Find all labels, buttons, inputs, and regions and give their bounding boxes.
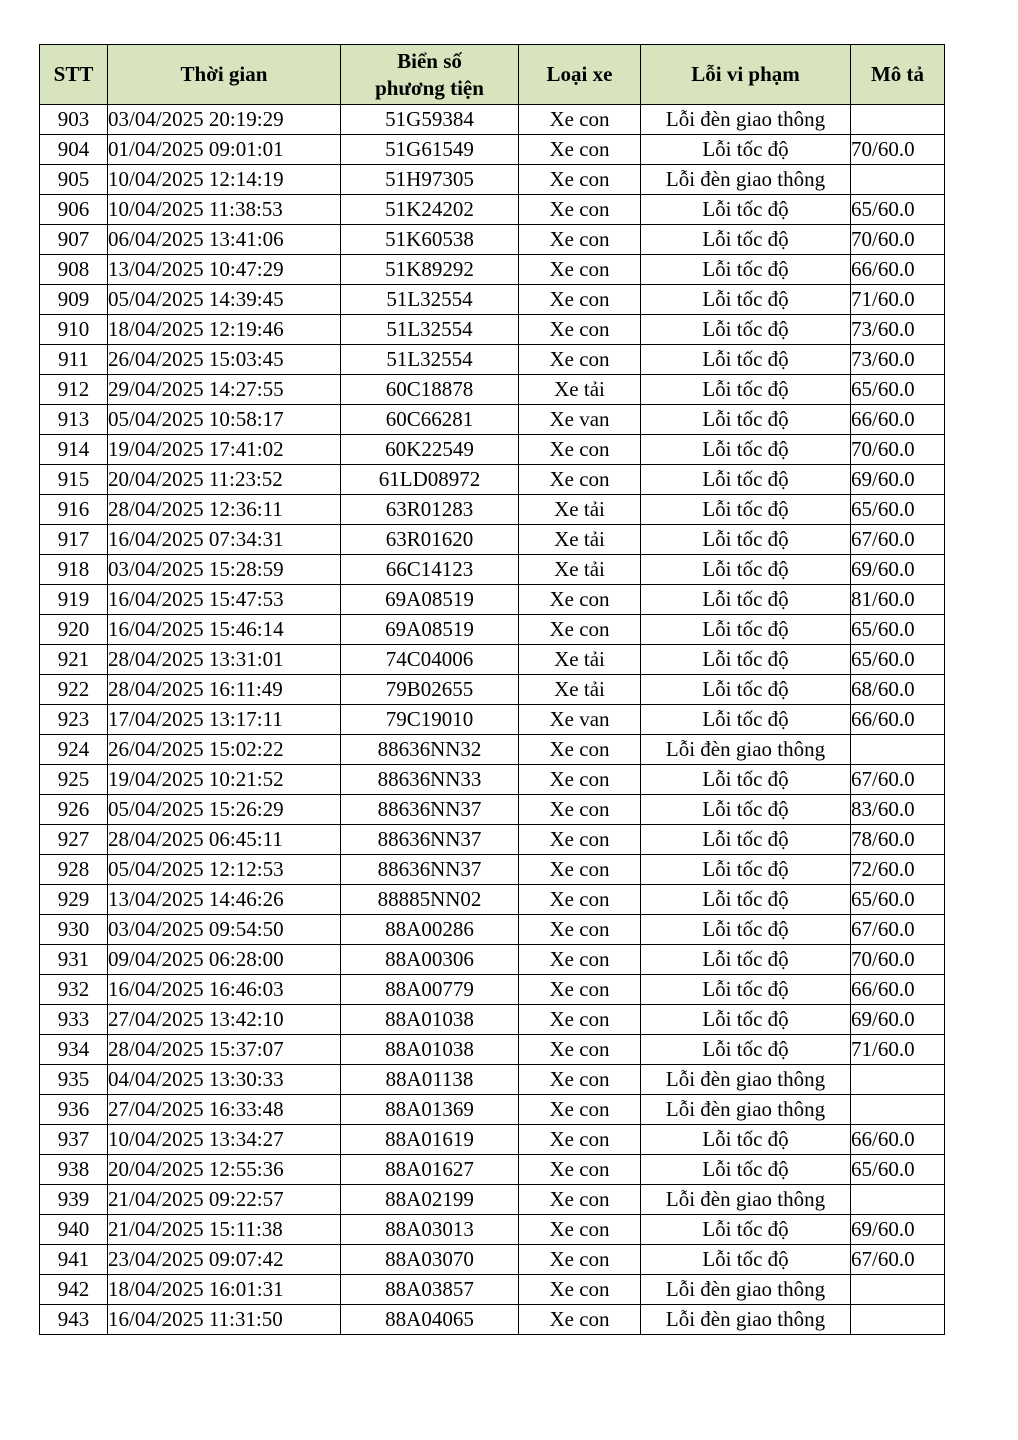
cell-plate: 88A03070 <box>341 1245 519 1275</box>
table-row <box>40 405 945 435</box>
cell-stt: 905 <box>40 165 108 195</box>
cell-description <box>851 1275 945 1305</box>
cell-vehicle-type: Xe con <box>519 1005 641 1035</box>
cell-time: 03/04/2025 20:19:29 <box>108 105 341 135</box>
cell-vehicle-type: Xe con <box>519 465 641 495</box>
cell-description <box>851 1095 945 1125</box>
cell-description: 69/60.0 <box>851 1005 945 1035</box>
cell-description <box>851 1305 945 1335</box>
cell-vehicle-type: Xe con <box>519 765 641 795</box>
table-row <box>40 975 945 1005</box>
table-row <box>40 825 945 855</box>
cell-stt: 909 <box>40 285 108 315</box>
cell-plate: 61LD08972 <box>341 465 519 495</box>
cell-violation: Lỗi tốc độ <box>641 885 851 915</box>
cell-stt: 930 <box>40 915 108 945</box>
cell-vehicle-type: Xe con <box>519 435 641 465</box>
table-row <box>40 435 945 465</box>
cell-time: 28/04/2025 12:36:11 <box>108 495 341 525</box>
cell-plate: 88A01138 <box>341 1065 519 1095</box>
cell-plate: 51K24202 <box>341 195 519 225</box>
cell-violation: Lỗi tốc độ <box>641 255 851 285</box>
cell-violation: Lỗi đèn giao thông <box>641 165 851 195</box>
cell-time: 01/04/2025 09:01:01 <box>108 135 341 165</box>
cell-description: 72/60.0 <box>851 855 945 885</box>
table-row <box>40 585 945 615</box>
cell-vehicle-type: Xe con <box>519 315 641 345</box>
cell-stt: 926 <box>40 795 108 825</box>
table-row <box>40 765 945 795</box>
cell-stt: 913 <box>40 405 108 435</box>
table-row <box>40 375 945 405</box>
cell-vehicle-type: Xe con <box>519 945 641 975</box>
cell-vehicle-type: Xe con <box>519 585 641 615</box>
cell-stt: 935 <box>40 1065 108 1095</box>
cell-description: 65/60.0 <box>851 195 945 225</box>
cell-time: 26/04/2025 15:02:22 <box>108 735 341 765</box>
cell-vehicle-type: Xe con <box>519 165 641 195</box>
cell-description: 65/60.0 <box>851 885 945 915</box>
cell-time: 16/04/2025 15:47:53 <box>108 585 341 615</box>
table-row <box>40 255 945 285</box>
cell-description: 66/60.0 <box>851 975 945 1005</box>
cell-plate: 88A02199 <box>341 1185 519 1215</box>
cell-time: 10/04/2025 12:14:19 <box>108 165 341 195</box>
cell-vehicle-type: Xe con <box>519 1305 641 1335</box>
cell-stt: 942 <box>40 1275 108 1305</box>
cell-stt: 933 <box>40 1005 108 1035</box>
cell-time: 17/04/2025 13:17:11 <box>108 705 341 735</box>
table-row <box>40 285 945 315</box>
cell-description: 70/60.0 <box>851 225 945 255</box>
cell-stt: 923 <box>40 705 108 735</box>
cell-vehicle-type: Xe con <box>519 255 641 285</box>
cell-time: 19/04/2025 10:21:52 <box>108 765 341 795</box>
cell-vehicle-type: Xe con <box>519 885 641 915</box>
cell-vehicle-type: Xe con <box>519 1065 641 1095</box>
cell-description <box>851 105 945 135</box>
cell-description: 73/60.0 <box>851 345 945 375</box>
cell-plate: 88A01627 <box>341 1155 519 1185</box>
cell-plate: 88A00306 <box>341 945 519 975</box>
cell-plate: 51G59384 <box>341 105 519 135</box>
cell-violation: Lỗi tốc độ <box>641 1155 851 1185</box>
cell-vehicle-type: Xe con <box>519 975 641 1005</box>
table-row <box>40 315 945 345</box>
cell-vehicle-type: Xe tải <box>519 645 641 675</box>
table-row <box>40 735 945 765</box>
cell-plate: 69A08519 <box>341 615 519 645</box>
header-plate-line2: phương tiện <box>375 75 484 100</box>
cell-violation: Lỗi tốc độ <box>641 465 851 495</box>
table-row <box>40 1065 945 1095</box>
cell-violation: Lỗi đèn giao thông <box>641 105 851 135</box>
cell-vehicle-type: Xe con <box>519 1245 641 1275</box>
cell-description: 66/60.0 <box>851 705 945 735</box>
cell-violation: Lỗi tốc độ <box>641 345 851 375</box>
cell-stt: 924 <box>40 735 108 765</box>
cell-description <box>851 1065 945 1095</box>
cell-violation: Lỗi tốc độ <box>641 1125 851 1155</box>
cell-stt: 940 <box>40 1215 108 1245</box>
cell-stt: 938 <box>40 1155 108 1185</box>
cell-violation: Lỗi tốc độ <box>641 405 851 435</box>
cell-stt: 920 <box>40 615 108 645</box>
cell-violation: Lỗi đèn giao thông <box>641 1065 851 1095</box>
cell-time: 18/04/2025 12:19:46 <box>108 315 341 345</box>
cell-time: 20/04/2025 11:23:52 <box>108 465 341 495</box>
table-row <box>40 1305 945 1335</box>
cell-stt: 919 <box>40 585 108 615</box>
cell-violation: Lỗi tốc độ <box>641 645 851 675</box>
cell-plate: 51G61549 <box>341 135 519 165</box>
cell-vehicle-type: Xe con <box>519 285 641 315</box>
header-plate <box>341 45 519 105</box>
cell-plate: 88A00779 <box>341 975 519 1005</box>
cell-description: 66/60.0 <box>851 255 945 285</box>
cell-stt: 943 <box>40 1305 108 1335</box>
cell-description: 68/60.0 <box>851 675 945 705</box>
cell-plate: 51H97305 <box>341 165 519 195</box>
cell-plate: 51K60538 <box>341 225 519 255</box>
header-error: Lỗi vi phạm <box>641 45 851 105</box>
cell-time: 05/04/2025 15:26:29 <box>108 795 341 825</box>
cell-stt: 907 <box>40 225 108 255</box>
cell-violation: Lỗi tốc độ <box>641 765 851 795</box>
table-row <box>40 1035 945 1065</box>
cell-stt: 937 <box>40 1125 108 1155</box>
table-row <box>40 195 945 225</box>
cell-stt: 917 <box>40 525 108 555</box>
cell-violation: Lỗi tốc độ <box>641 705 851 735</box>
cell-plate: 63R01283 <box>341 495 519 525</box>
cell-time: 28/04/2025 16:11:49 <box>108 675 341 705</box>
table-row <box>40 1185 945 1215</box>
cell-time: 28/04/2025 13:31:01 <box>108 645 341 675</box>
cell-stt: 931 <box>40 945 108 975</box>
cell-violation: Lỗi tốc độ <box>641 975 851 1005</box>
cell-vehicle-type: Xe con <box>519 1155 641 1185</box>
cell-time: 18/04/2025 16:01:31 <box>108 1275 341 1305</box>
cell-violation: Lỗi tốc độ <box>641 615 851 645</box>
cell-violation: Lỗi tốc độ <box>641 855 851 885</box>
cell-vehicle-type: Xe tải <box>519 375 641 405</box>
cell-time: 13/04/2025 10:47:29 <box>108 255 341 285</box>
cell-plate: 88636NN37 <box>341 825 519 855</box>
cell-description <box>851 735 945 765</box>
cell-violation: Lỗi tốc độ <box>641 585 851 615</box>
cell-vehicle-type: Xe con <box>519 225 641 255</box>
cell-plate: 88A03013 <box>341 1215 519 1245</box>
header-type: Loại xe <box>519 45 641 105</box>
table-row <box>40 1155 945 1185</box>
cell-vehicle-type: Xe tải <box>519 675 641 705</box>
cell-stt: 912 <box>40 375 108 405</box>
header-desc: Mô tả <box>851 45 945 105</box>
cell-description: 71/60.0 <box>851 1035 945 1065</box>
cell-stt: 921 <box>40 645 108 675</box>
cell-description: 70/60.0 <box>851 945 945 975</box>
cell-vehicle-type: Xe tải <box>519 555 641 585</box>
cell-plate: 60K22549 <box>341 435 519 465</box>
cell-description: 69/60.0 <box>851 1215 945 1245</box>
cell-description: 65/60.0 <box>851 615 945 645</box>
cell-time: 16/04/2025 15:46:14 <box>108 615 341 645</box>
cell-time: 28/04/2025 15:37:07 <box>108 1035 341 1065</box>
cell-description: 67/60.0 <box>851 1245 945 1275</box>
cell-time: 21/04/2025 09:22:57 <box>108 1185 341 1215</box>
cell-description: 65/60.0 <box>851 645 945 675</box>
cell-vehicle-type: Xe con <box>519 735 641 765</box>
cell-plate: 88636NN37 <box>341 795 519 825</box>
cell-plate: 88A03857 <box>341 1275 519 1305</box>
cell-description: 66/60.0 <box>851 405 945 435</box>
cell-violation: Lỗi đèn giao thông <box>641 1185 851 1215</box>
cell-stt: 929 <box>40 885 108 915</box>
cell-violation: Lỗi tốc độ <box>641 435 851 465</box>
cell-time: 23/04/2025 09:07:42 <box>108 1245 341 1275</box>
cell-plate: 88885NN02 <box>341 885 519 915</box>
cell-stt: 910 <box>40 315 108 345</box>
cell-plate: 79B02655 <box>341 675 519 705</box>
cell-time: 05/04/2025 14:39:45 <box>108 285 341 315</box>
cell-violation: Lỗi tốc độ <box>641 525 851 555</box>
cell-time: 03/04/2025 09:54:50 <box>108 915 341 945</box>
cell-vehicle-type: Xe con <box>519 135 641 165</box>
cell-plate: 63R01620 <box>341 525 519 555</box>
cell-plate: 51L32554 <box>341 285 519 315</box>
cell-description: 73/60.0 <box>851 315 945 345</box>
cell-description: 69/60.0 <box>851 555 945 585</box>
cell-vehicle-type: Xe van <box>519 705 641 735</box>
cell-vehicle-type: Xe tải <box>519 495 641 525</box>
cell-description <box>851 165 945 195</box>
cell-stt: 906 <box>40 195 108 225</box>
cell-plate: 74C04006 <box>341 645 519 675</box>
cell-time: 10/04/2025 13:34:27 <box>108 1125 341 1155</box>
cell-plate: 60C66281 <box>341 405 519 435</box>
cell-time: 16/04/2025 16:46:03 <box>108 975 341 1005</box>
cell-time: 03/04/2025 15:28:59 <box>108 555 341 585</box>
table-row <box>40 1275 945 1305</box>
cell-stt: 936 <box>40 1095 108 1125</box>
cell-vehicle-type: Xe con <box>519 1125 641 1155</box>
cell-time: 05/04/2025 10:58:17 <box>108 405 341 435</box>
table-row <box>40 945 945 975</box>
cell-violation: Lỗi tốc độ <box>641 1215 851 1245</box>
cell-vehicle-type: Xe con <box>519 825 641 855</box>
cell-time: 05/04/2025 12:12:53 <box>108 855 341 885</box>
cell-time: 27/04/2025 16:33:48 <box>108 1095 341 1125</box>
cell-stt: 916 <box>40 495 108 525</box>
cell-vehicle-type: Xe con <box>519 915 641 945</box>
table-row <box>40 855 945 885</box>
cell-vehicle-type: Xe con <box>519 345 641 375</box>
cell-vehicle-type: Xe tải <box>519 525 641 555</box>
cell-time: 29/04/2025 14:27:55 <box>108 375 341 405</box>
table-row <box>40 1215 945 1245</box>
cell-stt: 925 <box>40 765 108 795</box>
cell-stt: 911 <box>40 345 108 375</box>
violations-table <box>39 44 945 1335</box>
cell-violation: Lỗi tốc độ <box>641 285 851 315</box>
cell-stt: 932 <box>40 975 108 1005</box>
table-header <box>40 45 945 105</box>
cell-violation: Lỗi tốc độ <box>641 315 851 345</box>
table-row <box>40 885 945 915</box>
cell-vehicle-type: Xe con <box>519 615 641 645</box>
cell-stt: 915 <box>40 465 108 495</box>
cell-time: 28/04/2025 06:45:11 <box>108 825 341 855</box>
cell-time: 16/04/2025 07:34:31 <box>108 525 341 555</box>
cell-vehicle-type: Xe con <box>519 105 641 135</box>
cell-description: 81/60.0 <box>851 585 945 615</box>
cell-violation: Lỗi đèn giao thông <box>641 1275 851 1305</box>
cell-stt: 903 <box>40 105 108 135</box>
cell-plate: 88A01619 <box>341 1125 519 1155</box>
cell-description: 66/60.0 <box>851 1125 945 1155</box>
cell-violation: Lỗi tốc độ <box>641 1005 851 1035</box>
table-row <box>40 1125 945 1155</box>
cell-stt: 934 <box>40 1035 108 1065</box>
cell-vehicle-type: Xe con <box>519 1275 641 1305</box>
cell-violation: Lỗi tốc độ <box>641 915 851 945</box>
cell-violation: Lỗi đèn giao thông <box>641 1095 851 1125</box>
cell-stt: 914 <box>40 435 108 465</box>
cell-plate: 79C19010 <box>341 705 519 735</box>
cell-time: 10/04/2025 11:38:53 <box>108 195 341 225</box>
cell-vehicle-type: Xe con <box>519 1095 641 1125</box>
header-stt: STT <box>40 45 108 105</box>
table-row <box>40 525 945 555</box>
cell-stt: 908 <box>40 255 108 285</box>
cell-stt: 918 <box>40 555 108 585</box>
cell-description: 71/60.0 <box>851 285 945 315</box>
cell-violation: Lỗi tốc độ <box>641 495 851 525</box>
table-row <box>40 465 945 495</box>
table-row <box>40 225 945 255</box>
cell-time: 16/04/2025 11:31:50 <box>108 1305 341 1335</box>
cell-violation: Lỗi tốc độ <box>641 795 851 825</box>
cell-plate: 69A08519 <box>341 585 519 615</box>
cell-description: 65/60.0 <box>851 375 945 405</box>
cell-stt: 928 <box>40 855 108 885</box>
cell-time: 09/04/2025 06:28:00 <box>108 945 341 975</box>
table-row <box>40 1095 945 1125</box>
cell-description: 67/60.0 <box>851 525 945 555</box>
table-row <box>40 495 945 525</box>
cell-violation: Lỗi tốc độ <box>641 825 851 855</box>
cell-violation: Lỗi tốc độ <box>641 555 851 585</box>
cell-violation: Lỗi tốc độ <box>641 225 851 255</box>
cell-plate: 51L32554 <box>341 315 519 345</box>
table-row <box>40 165 945 195</box>
cell-violation: Lỗi tốc độ <box>641 945 851 975</box>
cell-time: 13/04/2025 14:46:26 <box>108 885 341 915</box>
cell-violation: Lỗi tốc độ <box>641 195 851 225</box>
cell-violation: Lỗi đèn giao thông <box>641 1305 851 1335</box>
cell-plate: 88A04065 <box>341 1305 519 1335</box>
cell-description: 69/60.0 <box>851 465 945 495</box>
header-time: Thời gian <box>108 45 341 105</box>
cell-stt: 927 <box>40 825 108 855</box>
cell-vehicle-type: Xe con <box>519 1035 641 1065</box>
cell-time: 27/04/2025 13:42:10 <box>108 1005 341 1035</box>
cell-vehicle-type: Xe con <box>519 195 641 225</box>
table-row <box>40 795 945 825</box>
table-row <box>40 915 945 945</box>
cell-vehicle-type: Xe van <box>519 405 641 435</box>
table-row <box>40 675 945 705</box>
table-body <box>40 105 945 1335</box>
table-row <box>40 555 945 585</box>
cell-time: 20/04/2025 12:55:36 <box>108 1155 341 1185</box>
cell-plate: 51K89292 <box>341 255 519 285</box>
table-row <box>40 615 945 645</box>
cell-vehicle-type: Xe con <box>519 1215 641 1245</box>
cell-description: 67/60.0 <box>851 915 945 945</box>
cell-time: 06/04/2025 13:41:06 <box>108 225 341 255</box>
cell-stt: 941 <box>40 1245 108 1275</box>
header-plate-line1: Biển số <box>397 48 462 73</box>
cell-stt: 939 <box>40 1185 108 1215</box>
cell-time: 21/04/2025 15:11:38 <box>108 1215 341 1245</box>
cell-plate: 88636NN32 <box>341 735 519 765</box>
cell-description: 67/60.0 <box>851 765 945 795</box>
cell-plate: 88A01369 <box>341 1095 519 1125</box>
cell-violation: Lỗi tốc độ <box>641 135 851 165</box>
cell-time: 26/04/2025 15:03:45 <box>108 345 341 375</box>
cell-stt: 922 <box>40 675 108 705</box>
cell-plate: 60C18878 <box>341 375 519 405</box>
cell-vehicle-type: Xe con <box>519 855 641 885</box>
table-row <box>40 705 945 735</box>
cell-time: 19/04/2025 17:41:02 <box>108 435 341 465</box>
cell-violation: Lỗi tốc độ <box>641 375 851 405</box>
header-row <box>40 45 945 105</box>
cell-description: 65/60.0 <box>851 1155 945 1185</box>
cell-plate: 88A01038 <box>341 1005 519 1035</box>
cell-plate: 88636NN33 <box>341 765 519 795</box>
cell-plate: 88A01038 <box>341 1035 519 1065</box>
cell-description: 65/60.0 <box>851 495 945 525</box>
cell-stt: 904 <box>40 135 108 165</box>
cell-violation: Lỗi đèn giao thông <box>641 735 851 765</box>
cell-plate: 66C14123 <box>341 555 519 585</box>
table-row <box>40 105 945 135</box>
cell-description: 83/60.0 <box>851 795 945 825</box>
cell-violation: Lỗi tốc độ <box>641 675 851 705</box>
table-row <box>40 135 945 165</box>
table-row <box>40 345 945 375</box>
cell-description: 70/60.0 <box>851 135 945 165</box>
cell-plate: 88636NN37 <box>341 855 519 885</box>
cell-plate: 88A00286 <box>341 915 519 945</box>
cell-description: 78/60.0 <box>851 825 945 855</box>
cell-time: 04/04/2025 13:30:33 <box>108 1065 341 1095</box>
table-row <box>40 1005 945 1035</box>
table-row <box>40 645 945 675</box>
cell-vehicle-type: Xe con <box>519 1185 641 1215</box>
cell-vehicle-type: Xe con <box>519 795 641 825</box>
cell-violation: Lỗi tốc độ <box>641 1245 851 1275</box>
cell-description <box>851 1185 945 1215</box>
table-row <box>40 1245 945 1275</box>
cell-plate: 51L32554 <box>341 345 519 375</box>
cell-description: 70/60.0 <box>851 435 945 465</box>
cell-violation: Lỗi tốc độ <box>641 1035 851 1065</box>
